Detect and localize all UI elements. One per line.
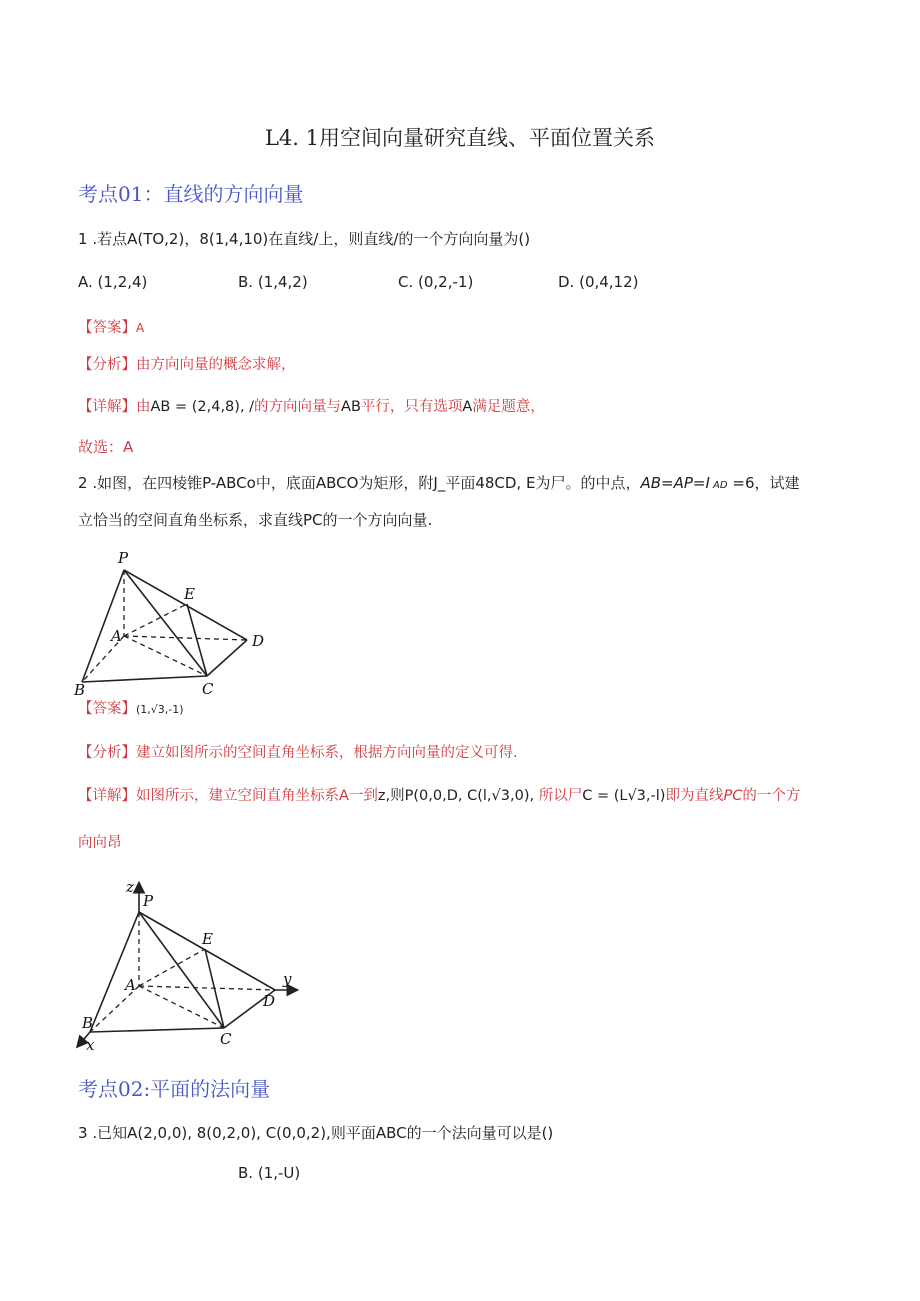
axis-label-z: z	[126, 878, 134, 896]
axis-label-x: x	[86, 1036, 95, 1054]
detail-tag: 【详解】	[78, 399, 136, 415]
vertex-label-c: C	[220, 1030, 232, 1048]
detail-text: 由	[136, 399, 151, 415]
vertex-label-p: P	[118, 549, 129, 567]
analysis-text: 建立如图所示的空间直角坐标系，根据方向向量的定义可得.	[136, 745, 518, 761]
pyramid-coordinate-figure	[72, 876, 302, 1056]
detail-math: z,则	[377, 788, 405, 804]
detail-row-1	[78, 395, 545, 416]
detail-math: AB	[341, 399, 361, 415]
vertex-label-d: D	[263, 992, 276, 1010]
answer-value: (1,√3,-1)	[136, 703, 184, 716]
answer-row-1	[78, 316, 144, 337]
question-stem: =6，试建	[727, 474, 800, 492]
vertex-label-p: P	[143, 892, 154, 910]
vertex-label-b: B	[74, 681, 86, 698]
question-2-line-2: 立恰当的空间直角坐标系，求直线PC的一个方向向量.	[78, 511, 433, 529]
detail-math: A	[462, 399, 473, 415]
vertex-label-d: D	[252, 632, 265, 650]
analysis-text: 由方向向量的概念求解，	[136, 357, 296, 373]
answer-tag: 【答案】	[78, 701, 136, 717]
detail-text: 即为直线	[665, 788, 724, 804]
vertex-label-c: C	[202, 680, 214, 698]
analysis-tag: 【分析】	[78, 357, 136, 373]
choose-row-1: 故选：A	[78, 438, 134, 456]
detail-text: A一到	[339, 788, 378, 804]
analysis-row-2	[78, 741, 518, 762]
vertex-label-e: E	[202, 930, 213, 948]
answer-value: A	[136, 321, 145, 335]
question-stem: .已知A(2,0,0), 8(0,2,0), C(0,0,2),则平面ABC的一个法向量可以是()	[87, 1124, 554, 1142]
question-1	[78, 228, 530, 249]
detail-math: P(0,0,D, C(l,√3,0),	[404, 788, 539, 804]
question-stem: .如图，在四棱锥P-ABCo中，底面ABCO为矩形，附J_平面48CD, E为尸。的中点，	[87, 474, 641, 492]
detail-math: C = (L√3,-l)	[582, 788, 666, 804]
detail-math: PC	[723, 788, 743, 804]
option-c: C. (0,2,-1)	[398, 273, 474, 291]
question-number: 3	[78, 1124, 88, 1142]
option-b: B. (1,4,2)	[238, 273, 308, 291]
detail-text: 平行，只有选项	[360, 399, 463, 415]
vertex-label-e: E	[184, 585, 195, 603]
analysis-tag: 【分析】	[78, 745, 136, 761]
pyramid-figure	[72, 548, 272, 698]
detail-row-2-line-2: 向向昂	[78, 835, 122, 851]
detail-text: 的一个方	[742, 788, 801, 804]
detail-tag: 【详解】	[78, 788, 136, 804]
detail-text: 如图所示，建立空间直角坐标系	[136, 788, 339, 804]
detail-text: 所以尸	[538, 788, 583, 804]
axis-label-y: y	[283, 970, 292, 988]
detail-text: 的方向向量与	[254, 399, 342, 415]
page-title: L4. 1用空间向量研究直线、平面位置关系	[264, 126, 656, 150]
question-2	[78, 472, 800, 493]
question-3	[78, 1122, 553, 1143]
vertex-label-a: A	[125, 976, 136, 994]
question-number: 1	[78, 230, 88, 248]
question-stem: .若点A(TO,2)，8(1,4,10)在直线/上，则直线/的一个方向向量为()	[87, 230, 531, 248]
question-math: AB=AP=I	[640, 474, 710, 492]
vertex-label-b: B	[82, 1014, 94, 1032]
detail-row-2	[78, 784, 800, 805]
detail-text: 满足题意，	[472, 399, 545, 415]
answer-tag: 【答案】	[78, 320, 136, 336]
option-a: A. (1,2,4)	[78, 273, 148, 291]
option-d: D. (0,4,12)	[558, 273, 639, 291]
detail-math: AB = (2,4,8), /	[150, 399, 255, 415]
section-heading-1: 考点01：直线的方向向量	[78, 182, 304, 206]
question-number: 2	[78, 474, 88, 492]
option-b: B. (1,-U)	[238, 1164, 301, 1182]
section-heading-2: 考点02:平面的法向量	[78, 1077, 271, 1101]
vertex-label-a: A	[111, 627, 122, 645]
analysis-row-1	[78, 353, 296, 374]
answer-row-2	[78, 697, 184, 718]
question-math: AD	[709, 480, 728, 491]
